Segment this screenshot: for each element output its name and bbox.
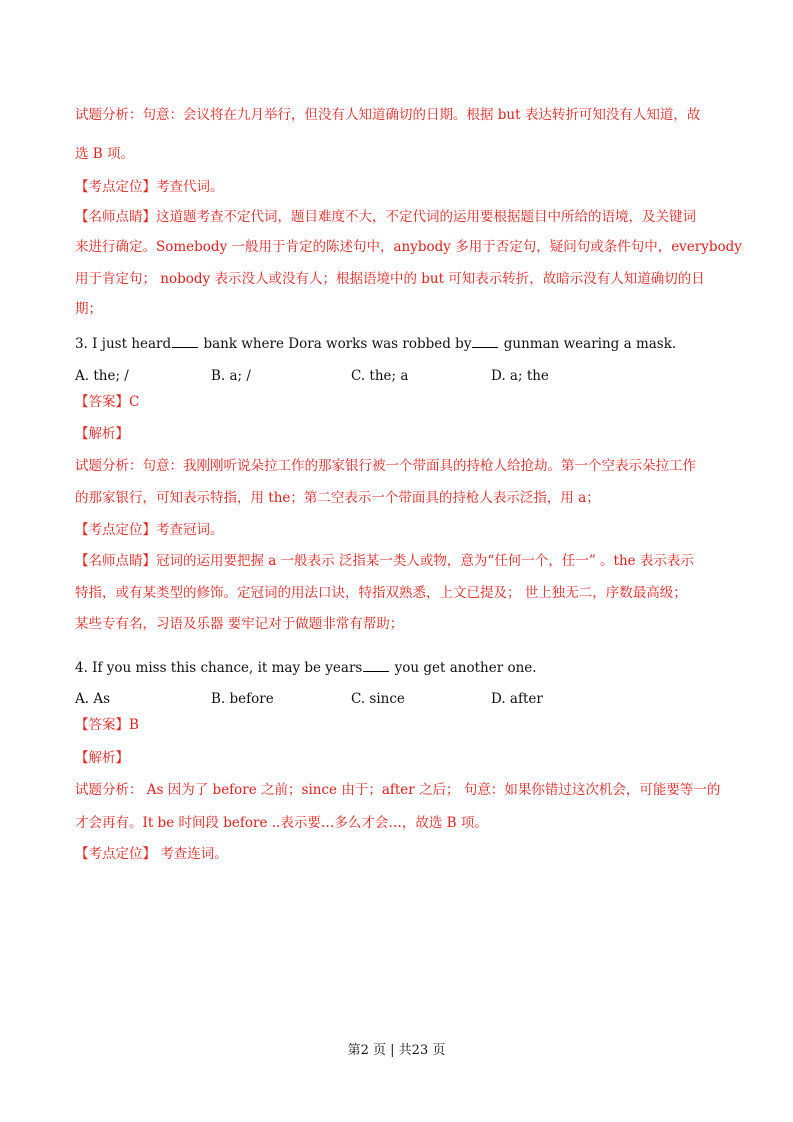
answer-blank [363,659,389,672]
q3-option-d: D. a; the [491,368,549,384]
q3-stem-part2: bank where Dora works was robbed by [203,336,472,352]
q4-analysis-heading: 【解析】 [75,750,129,766]
q2-tip-line4: 期； [75,301,102,317]
q3-answer: 【答案】C [75,394,140,410]
q4-stem [75,659,537,677]
q2-tip-line1: 【名师点睛】这道题考查不定代词，题目难度不大，不定代词的运用要根据题目中所给的语境，及关键词 [75,209,696,225]
q3-key-point: 【考点定位】考查冠词。 [75,522,224,538]
q4-option-d: D. after [491,691,543,707]
q3-tip-line1: 【名师点睛】冠词的运用要把握 a 一般表示 泛指某一类人或物，意为“任何一个，任一” 。the 表示表示 [75,553,694,569]
q3-analysis-line2: 的那家银行，可知表示特指，用 the；第二空表示一个带面具的持枪人表示泛指，用 a； [75,490,600,506]
q3-analysis-line1: 试题分析：句意：我刚刚听说朵拉工作的那家银行被一个带面具的持枪人给抢劫。第一个空表示朵拉工作 [75,458,696,474]
q4-key-point: 【考点定位】 考查连词。 [75,846,228,862]
q2-analysis-line2: 选 B 项。 [75,146,135,162]
q2-analysis-line1: 试题分析：句意：会议将在九月举行，但没有人知道确切的日期。根据 but 表达转折可知没有人知道，故 [75,107,701,123]
q4-stem-part2: you get another one. [394,660,537,676]
q4-analysis-line1: 试题分析： As 因为了 before 之前；since 由于；after 之后； 句意：如果你错过这次机会，可能要等一的 [75,782,721,798]
q2-tip-line3: 用于肯定句； nobody 表示没人或没有人；根据语境中的 but 可知表示转折，故暗示没有人知道确切的日 [75,271,705,287]
q3-stem-part1: 3. I just heard [75,336,172,352]
q4-answer: 【答案】B [75,717,139,733]
q4-analysis-line2: 才会再有。It be 时间段 before ..表示要…多么才会…，故选 B 项。 [75,815,488,831]
q2-tip-line2: 来进行确定。Somebody 一般用于肯定的陈述句中，anybody 多用于否定句，疑问句或条件句中，everybody [75,239,742,255]
q3-tip-line2: 特指，或有某类型的修饰。定冠词的用法口诀，特指双熟悉，上文已提及； 世上独无二，序数最高级； [75,585,687,601]
answer-blank [472,335,498,348]
answer-blank [172,335,198,348]
page-footer: 第2 页 | 共23 页 [347,1043,446,1058]
q4-stem-part1: 4. If you miss this chance, it may be years [75,660,363,676]
q4-option-b: B. before [211,691,274,707]
q4-option-a: A. As [75,691,111,707]
q3-analysis-heading: 【解析】 [75,426,129,442]
q3-option-b: B. a; / [211,368,251,384]
q3-tip-line3: 某些专有名，习语及乐器 要牢记对于做题非常有帮助； [75,616,404,632]
q4-option-c: C. since [351,691,405,707]
q3-option-a: A. the; / [75,368,129,384]
q2-key-point: 【考点定位】考查代词。 [75,179,224,195]
q3-stem-part3: gunman wearing a mask. [503,336,677,352]
q3-option-c: C. the; a [351,368,409,384]
q3-stem [75,335,676,353]
